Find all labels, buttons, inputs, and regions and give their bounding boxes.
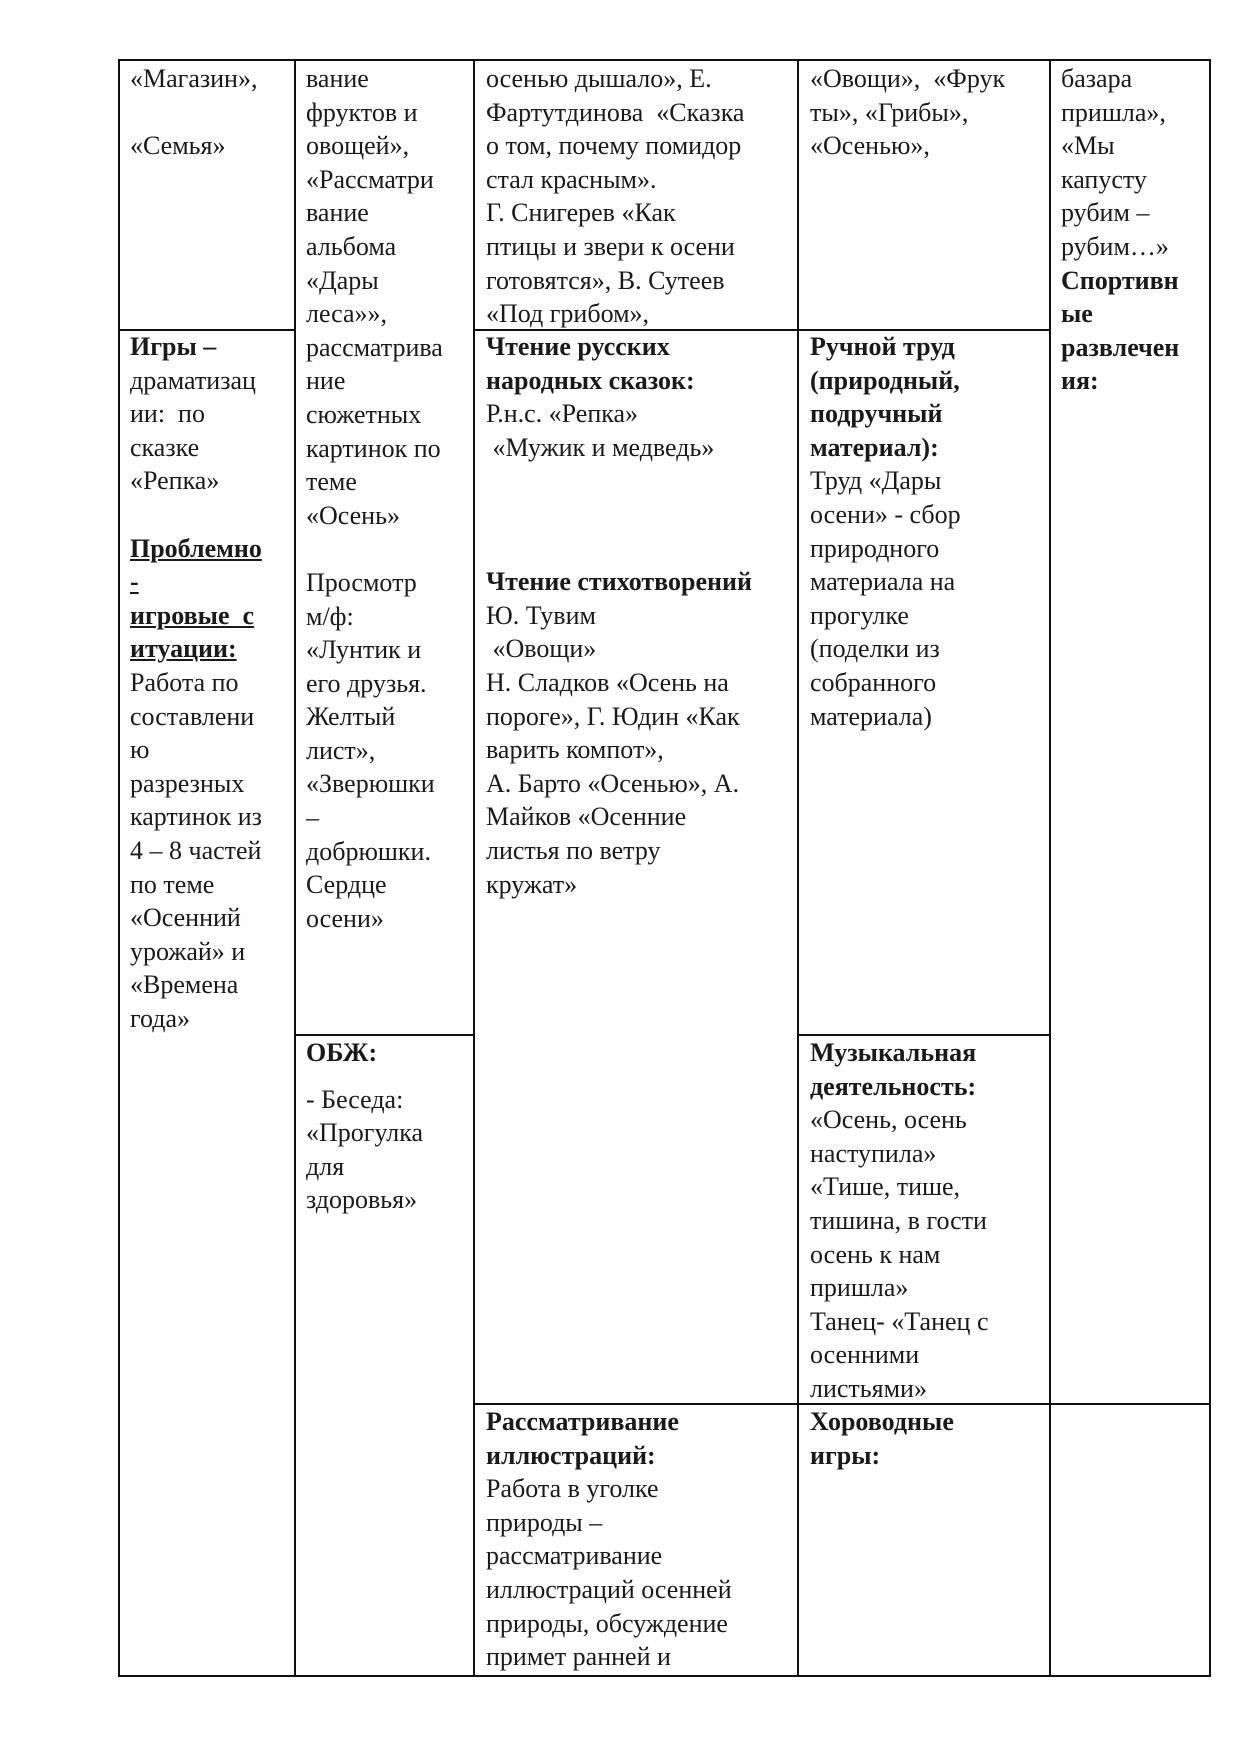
- text-line: урожай» и: [130, 936, 246, 966]
- text-line: природы, обсуждение: [486, 1608, 728, 1638]
- cell-col3-reading: [486, 330, 796, 901]
- cell-col4-round-dance: [810, 1405, 1048, 1472]
- text-line: пороге», Г. Юдин «Как: [486, 701, 740, 731]
- text-line: альбома: [306, 231, 397, 261]
- poems-heading: Чтение стихотворений: [486, 567, 752, 597]
- text-line: базара: [1061, 64, 1133, 93]
- text-line: прогулке: [810, 600, 909, 630]
- text-line: «Зверюшки: [306, 769, 435, 799]
- text-line: птицы и звери к осени: [486, 231, 735, 261]
- problem-heading: игровые с: [130, 600, 255, 630]
- cell-col5-main: [1061, 62, 1207, 398]
- text-line: осенью дышало», Е.: [486, 64, 712, 93]
- blank-line: [130, 498, 292, 532]
- text-line: рубим…»: [1061, 231, 1169, 261]
- text-line: «Лунтик и: [306, 635, 422, 665]
- text-line: сюжетных: [306, 399, 422, 429]
- round-dance-heading: Хороводные: [810, 1407, 954, 1436]
- labor-heading: Ручной труд: [810, 332, 955, 361]
- cell-col1-top: [130, 62, 292, 163]
- sports-heading: развлечен: [1061, 332, 1180, 362]
- text-line: капусту: [1061, 164, 1147, 194]
- sports-heading: Спортивн: [1061, 265, 1179, 295]
- text-line: осенними: [810, 1340, 920, 1370]
- text-line: «Тише, тише,: [810, 1172, 961, 1202]
- text-line: Труд «Дары: [810, 466, 942, 496]
- text-line: о том, почему помидор: [486, 131, 742, 161]
- text-line: м/ф:: [306, 601, 354, 631]
- text-line: материала): [810, 701, 932, 731]
- text-line: Желтый: [306, 702, 396, 732]
- problem-heading: итуации:: [130, 634, 237, 664]
- text-line: лист»,: [306, 735, 376, 765]
- text-line: примет ранней и: [486, 1642, 671, 1672]
- text-line: материала на: [810, 567, 956, 597]
- blank-line: [486, 532, 796, 566]
- cell-col4-labor: [810, 330, 1048, 733]
- text-line: разрезных: [130, 768, 245, 798]
- text-line: «Осенний: [130, 903, 241, 933]
- table-border-bottom: [118, 1675, 1211, 1677]
- text-line: «Репка»: [130, 466, 220, 496]
- sports-heading: ия:: [1061, 366, 1099, 396]
- text-line: «Дары: [306, 265, 379, 295]
- text-line: листья по ветру: [486, 835, 661, 865]
- text-line: «Овощи», «Фрук: [810, 64, 1006, 93]
- games-heading: Игры –: [130, 332, 217, 361]
- text-line: вание: [306, 64, 369, 93]
- text-line: Просмотр: [306, 567, 417, 597]
- cell-col2-main: [306, 62, 472, 935]
- text-line: Н. Сладков «Осень на: [486, 667, 729, 697]
- text-line: рассматрива: [306, 332, 443, 362]
- text-line: фруктов и: [306, 97, 418, 127]
- column-divider-4: [1049, 59, 1051, 1677]
- illustrations-heading: иллюстраций:: [486, 1440, 656, 1470]
- labor-heading: материал):: [810, 432, 939, 462]
- text-line: «Мужик и медведь»: [486, 432, 715, 462]
- text-line: «Мы: [1061, 131, 1115, 161]
- table-border-left: [118, 59, 120, 1677]
- tales-heading: Чтение русских: [486, 332, 670, 361]
- text-line: «Осень»: [306, 500, 400, 530]
- text-line: леса»»,: [306, 299, 388, 329]
- music-heading: деятельность:: [810, 1071, 977, 1101]
- text-line: - Беседа:: [306, 1084, 404, 1114]
- text-line: «Осенью»,: [810, 131, 930, 161]
- blank-line: [486, 498, 796, 532]
- text-line: картинок из: [130, 802, 262, 832]
- text-line: [130, 96, 292, 130]
- text-line: вание: [306, 198, 369, 228]
- text-line: здоровья»: [306, 1185, 418, 1215]
- labor-heading: (природный,: [810, 365, 960, 395]
- text-line: для: [306, 1151, 345, 1181]
- text-line: –: [306, 803, 319, 833]
- text-line: Р.н.с. «Репка»: [486, 399, 639, 429]
- text-line: Работа в уголке: [486, 1474, 659, 1504]
- text-line: Сердце: [306, 870, 387, 900]
- text-line: «Семья»: [130, 131, 226, 161]
- text-line: овощей»,: [306, 131, 410, 161]
- text-line: тишина, в гости: [810, 1205, 987, 1235]
- text-line: его друзья.: [306, 668, 427, 698]
- text-line: добрюшки.: [306, 836, 431, 866]
- text-line: А. Барто «Осенью», А.: [486, 768, 740, 798]
- column-divider-3: [797, 59, 799, 1677]
- text-line: Работа по: [130, 667, 239, 697]
- text-line: осень к нам: [810, 1239, 941, 1269]
- text-line: составлени: [130, 701, 255, 731]
- cell-col4-top: [810, 62, 1048, 163]
- text-line: «Времена: [130, 970, 239, 1000]
- text-line: природы –: [486, 1507, 603, 1537]
- text-line: листьями»: [810, 1373, 927, 1403]
- text-line: варить компот»,: [486, 735, 664, 765]
- text-line: собранного: [810, 667, 937, 697]
- problem-heading: Проблемно: [130, 533, 262, 563]
- text-line: осени» - сбор: [810, 499, 961, 529]
- text-line: теме: [306, 467, 357, 497]
- text-line: ты», «Грибы»,: [810, 97, 969, 127]
- cell-col2-obzh: [306, 1036, 472, 1217]
- text-line: пришла»: [810, 1273, 909, 1303]
- text-line: года»: [130, 1003, 191, 1033]
- cell-col1-games: [130, 330, 292, 1035]
- text-line: ю: [130, 735, 150, 765]
- table-border-right: [1209, 59, 1211, 1677]
- text-line: картинок по: [306, 433, 441, 463]
- text-line: сказке: [130, 432, 200, 462]
- cell-col3-illustrations: [486, 1405, 796, 1674]
- text-line: драматизац: [130, 365, 256, 395]
- text-line: Ю. Тувим: [486, 600, 596, 630]
- text-line: Танец- «Танец с: [810, 1306, 989, 1336]
- text-line: (поделки из: [810, 634, 940, 664]
- text-line: [306, 532, 472, 566]
- text-line: ии: по: [130, 399, 205, 429]
- text-line: кружат»: [486, 869, 578, 899]
- text-line: рассматривание: [486, 1541, 663, 1571]
- column-divider-2: [473, 59, 475, 1677]
- music-heading: Музыкальная: [810, 1038, 977, 1067]
- problem-heading: -: [130, 567, 139, 597]
- table-border-top: [118, 59, 1211, 61]
- text-line: «Магазин»,: [130, 64, 258, 93]
- text-line: «Прогулка: [306, 1118, 424, 1148]
- sports-heading: ые: [1061, 299, 1093, 329]
- labor-heading: подручный: [810, 399, 943, 429]
- text-line: готовятся», В. Сутеев: [486, 265, 725, 295]
- obzh-heading: ОБЖ:: [306, 1038, 378, 1067]
- cell-col3-top: [486, 62, 796, 331]
- text-line: ние: [306, 366, 346, 396]
- text-line: «Осень, осень: [810, 1105, 967, 1135]
- blank-line: [486, 464, 796, 498]
- text-line: Г. Снигерев «Как: [486, 198, 676, 228]
- text-line: «Овощи»: [486, 634, 597, 664]
- text-line: Майков «Осенние: [486, 802, 687, 832]
- text-line: пришла»,: [1061, 97, 1166, 127]
- text-line: «Под грибом»,: [486, 299, 650, 329]
- text-line: природного: [810, 533, 940, 563]
- text-line: наступила»: [810, 1138, 937, 1168]
- text-line: по теме: [130, 869, 215, 899]
- column-divider-1: [294, 59, 296, 1677]
- text-line: Фартутдинова «Сказка: [486, 97, 745, 127]
- cell-col4-music: [810, 1036, 1048, 1406]
- round-dance-heading: игры:: [810, 1440, 881, 1470]
- text-line: иллюстраций осенней: [486, 1574, 732, 1604]
- illustrations-heading: Рассматривание: [486, 1407, 679, 1436]
- tales-heading: народных сказок:: [486, 365, 695, 395]
- text-line: 4 – 8 частей: [130, 835, 262, 865]
- text-line: стал красным».: [486, 164, 657, 194]
- text-line: рубим –: [1061, 198, 1150, 228]
- text-line: осени»: [306, 903, 384, 933]
- text-line: «Рассматри: [306, 164, 434, 194]
